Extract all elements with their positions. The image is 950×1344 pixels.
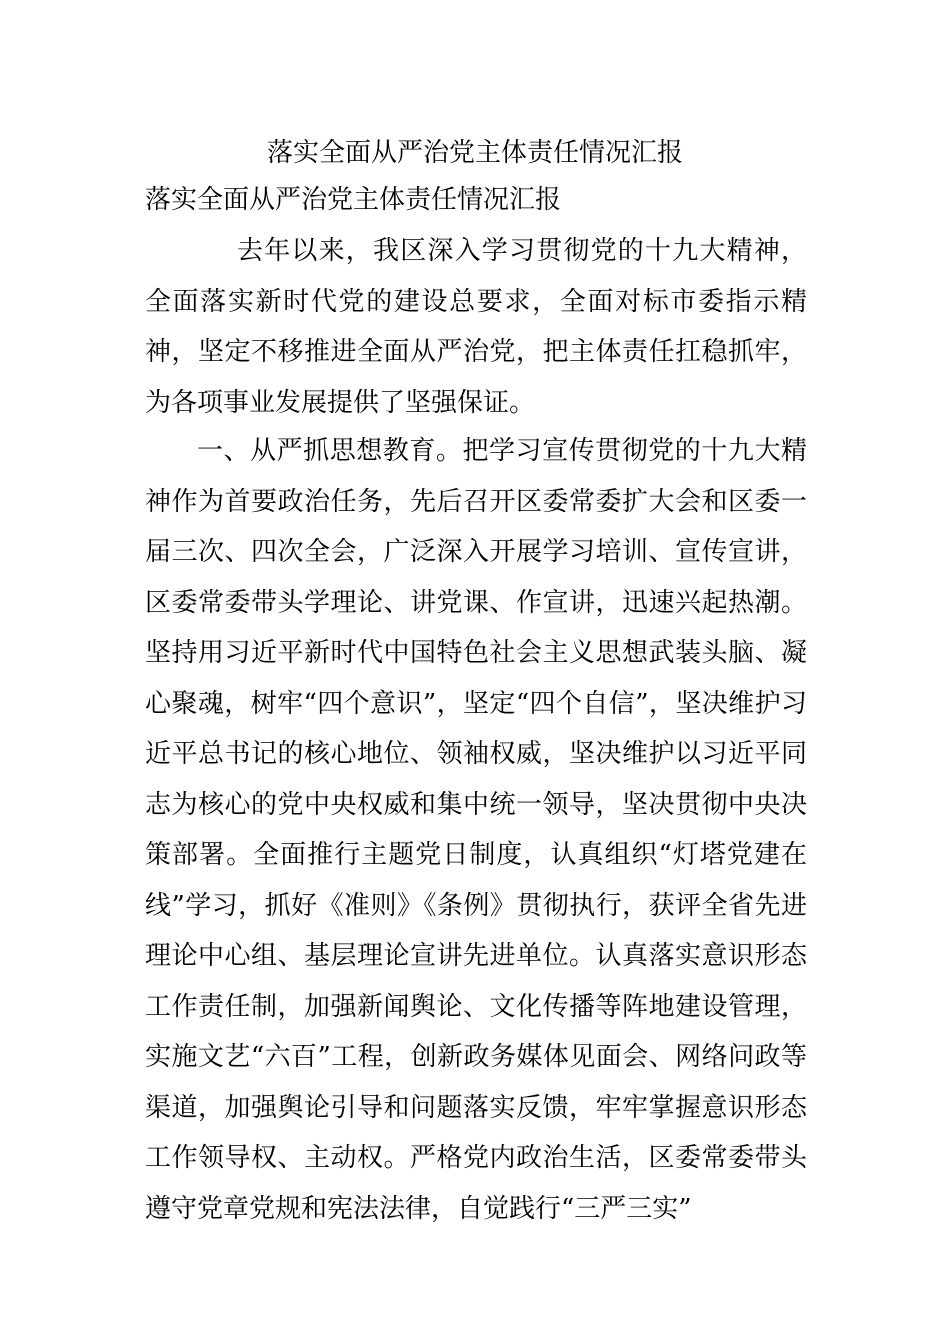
paragraph-section-one: 一、从严抓思想教育。把学习宣传贯彻党的十九大精神作为首要政治任务，先后召开区委常委扩大会和区委一届三次、四次全会，广泛深入开展学习培训、宣传宣讲，区委常委带头学理论、讲党课、作宣讲，迅速兴起热潮。坚持用习近平新时代中国特色社会主义思想武装头脑、凝心聚魂，树牢“四个意识”，坚定“四个自信”，坚决维护习近平总书记的核心地位、领袖权威，坚决维护以习近平同志为核心的党中央权威和集中统一领导，坚决贯彻中央决策部署。全面推行主题党日制度，认真组织“灯塔党建在线”学习，抓好《准则》《条例》贯彻执行，获评全省先进理论中心组、基层理论宣讲先进单位。认真落实意识形态工作责任制，加强新闻舆论、文化传播等阵地建设管理，实施文艺“六百”工程，创新政务媒体见面会、网络问政等渠道，加强舆论引导和问题落实反馈，牢牢掌握意识形态工作领导权、主动权。严格党内政治生活，区委常委带头遵守党章党规和宪法法律，自觉践行“三严三实”	[145, 436, 807, 1224]
paragraph-intro: 去年以来，我区深入学习贯彻党的十九大精神，全面落实新时代党的建设总要求，全面对标市委指示精神，坚定不移推进全面从严治党，把主体责任扛稳抓牢，为各项事业发展提供了坚强保证。	[145, 236, 807, 418]
document-subtitle: 落实全面从严治党主体责任情况汇报	[145, 185, 562, 215]
document-title: 落实全面从严治党主体责任情况汇报	[266, 138, 683, 168]
